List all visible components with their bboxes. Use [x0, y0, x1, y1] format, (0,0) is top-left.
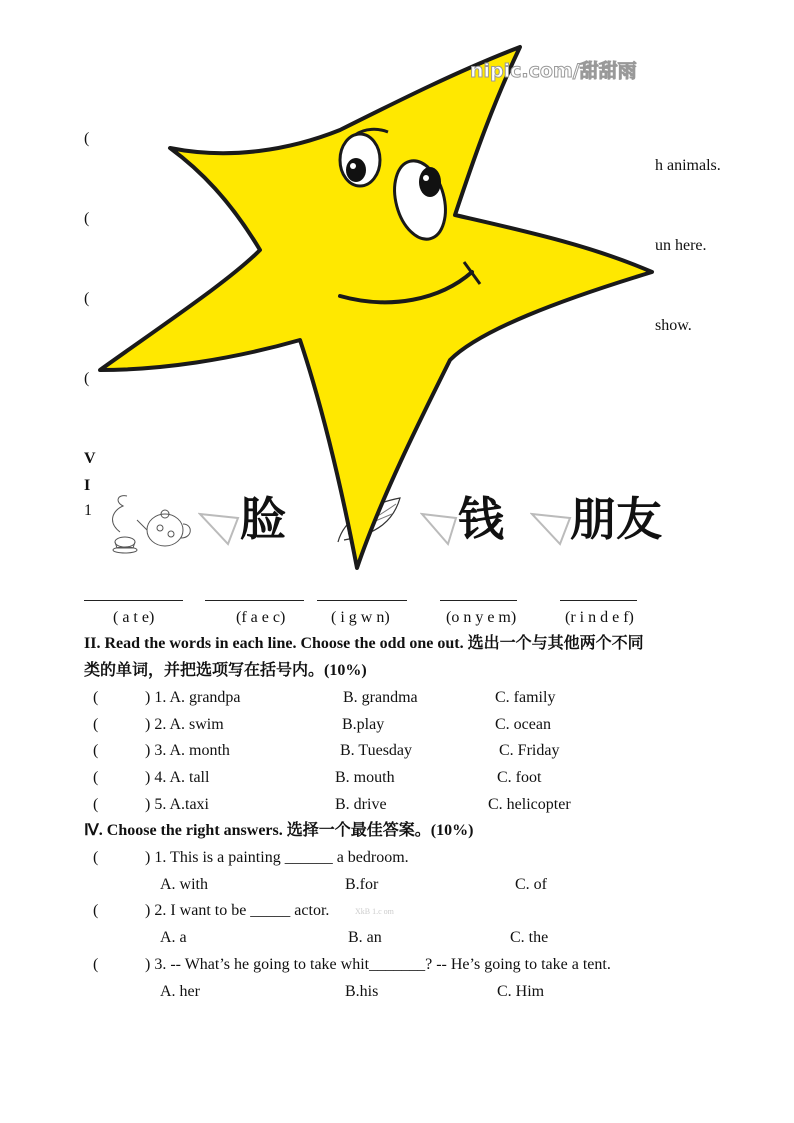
section-ii-title: II. Read the words in each line. Choose the odd one out. 选出一个与其他两个不同: [84, 635, 644, 652]
option-c: C. helicopter: [488, 795, 571, 813]
option-a: ) 4. A. tall: [145, 769, 210, 787]
text-fragment: V: [84, 450, 96, 467]
paren-fragment: (: [84, 130, 90, 147]
scramble-word: ( a t e): [113, 609, 155, 626]
scramble-word: ( i g w n): [331, 609, 390, 626]
option-a: A. with: [160, 876, 208, 893]
option-a: A. her: [160, 982, 200, 1000]
section-iv-title: Ⅳ. Choose the right answers. 选择一个最佳答案。(10%): [84, 822, 474, 839]
answer-blank-open: (: [93, 769, 99, 787]
option-b: B. Tuesday: [340, 742, 413, 760]
option-c: C. Friday: [499, 742, 560, 760]
option-c: C. Him: [497, 982, 545, 1000]
answer-blank-open: (: [93, 715, 99, 733]
star-body: [100, 47, 652, 568]
option-a: ) 2. A. swim: [145, 715, 224, 733]
option-b: B. grandma: [343, 689, 418, 706]
text-fragment: un here.: [655, 237, 707, 254]
answer-blank-open: (: [93, 742, 99, 760]
question-text: ) 2. I want to be _____ actor.: [145, 902, 330, 920]
option-b: B. mouth: [335, 769, 395, 787]
option-c: C. family: [495, 689, 556, 706]
option-b: B.his: [345, 982, 379, 1000]
paren-fragment: (: [84, 210, 90, 227]
question-text: ) 3. -- What’s he going to take whit_______? -- He’s going to take a tent.: [145, 955, 611, 973]
option-a: ) 3. A. month: [145, 742, 230, 760]
picture-face-character: 脸: [240, 492, 286, 546]
option-b: B. drive: [335, 795, 387, 813]
watermark: nipic.com/甜甜雨: [470, 60, 637, 82]
answer-line[interactable]: [317, 600, 407, 601]
faint-watermark: XkB 1.c om: [355, 907, 394, 916]
answer-line[interactable]: [84, 600, 183, 601]
answer-line[interactable]: [560, 600, 637, 601]
text-fragment: 1: [84, 502, 92, 519]
question-text: ) 1. This is a painting ______ a bedroom.: [145, 849, 409, 866]
option-c: C. of: [515, 876, 547, 893]
option-a: ) 5. A.taxi: [145, 795, 209, 813]
section-ii-title-cont: 类的单词，并把选项写在括号内。(10%): [84, 662, 367, 679]
answer-blank-open: (: [93, 795, 99, 813]
picture-friend-characters: 朋友: [570, 492, 662, 546]
paren-fragment: (: [84, 370, 90, 387]
scramble-word: (f a e c): [236, 609, 286, 626]
text-fragment: show.: [655, 317, 692, 334]
text-fragment: I: [84, 477, 91, 494]
option-a: ) 1. A. grandpa: [145, 689, 241, 706]
option-b: B.play: [342, 715, 385, 733]
option-c: C. ocean: [495, 715, 551, 733]
star-left-eye: [340, 134, 380, 186]
option-b: B.for: [345, 876, 379, 893]
option-b: B. an: [348, 929, 382, 947]
answer-blank-open: (: [93, 849, 99, 866]
option-c: C. the: [510, 929, 549, 947]
scramble-word: (r i n d e f): [565, 609, 634, 626]
paren-fragment: (: [84, 290, 90, 307]
option-c: C. foot: [497, 769, 542, 787]
answer-line[interactable]: [440, 600, 517, 601]
option-a: A. a: [160, 929, 187, 947]
text-fragment: h animals.: [655, 157, 721, 174]
scramble-word: (o n y e m): [446, 609, 517, 626]
answer-blank-open: (: [93, 902, 99, 920]
answer-line[interactable]: [205, 600, 304, 601]
picture-money-character: 钱: [458, 492, 504, 546]
answer-blank-open: (: [93, 689, 99, 706]
answer-blank-open: (: [93, 955, 99, 973]
